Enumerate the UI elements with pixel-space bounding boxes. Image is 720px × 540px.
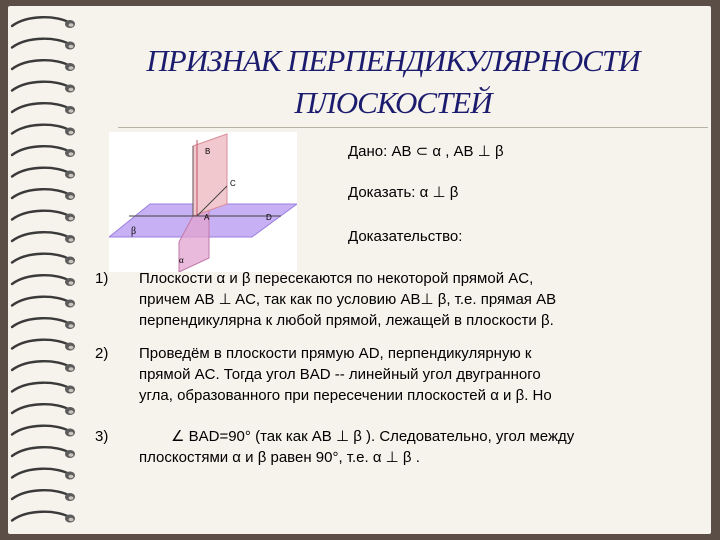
step-1-text	[139, 268, 699, 331]
spiral-binding	[8, 6, 88, 534]
spiral-coil	[12, 168, 75, 179]
spiral-coil	[12, 254, 75, 265]
spiral-coil	[12, 82, 75, 93]
step-2-number: 2)	[95, 345, 109, 362]
spiral-coil	[12, 275, 75, 286]
spiral-coil	[12, 211, 75, 222]
label-beta: β	[131, 226, 137, 237]
slide	[8, 6, 711, 534]
step-1-number: 1)	[95, 270, 109, 287]
spiral-coil	[12, 469, 75, 480]
given-text: AB ⊂ α , AB ⊥ β	[391, 143, 504, 160]
step-1-line-2: причем AB ⊥ AC, так как по условию AB⊥ β, т.е. прямая AB	[139, 291, 557, 308]
step-1-line-1: Плоскости α и β пересекаются по некоторой прямой AC,	[139, 270, 534, 287]
label-C: C	[230, 179, 236, 188]
step-2-text	[139, 343, 699, 406]
title-line-2: ПЛОСКОСТЕЙ	[294, 85, 492, 120]
spiral-coil	[12, 60, 75, 71]
spiral-coil	[12, 103, 75, 114]
given-statement	[348, 142, 504, 160]
spiral-coil	[12, 490, 75, 501]
diagram-planes	[109, 132, 297, 272]
prove-text: α ⊥ β	[419, 184, 459, 201]
spiral-coil	[12, 189, 75, 200]
label-alpha: α	[179, 255, 184, 265]
prove-label: Доказать:	[348, 184, 416, 201]
spiral-coil	[12, 383, 75, 394]
label-A: A	[204, 213, 210, 222]
title-divider	[118, 127, 708, 128]
proof-label: Доказательство:	[348, 228, 463, 245]
label-B: B	[205, 147, 211, 156]
spiral-coil	[12, 361, 75, 372]
step-2-line-1: Проведём в плоскости прямую AD, перпендикулярную к	[139, 345, 532, 362]
step-2-line-2: прямой AC. Тогда угол BAD -- линейный угол двугранного	[139, 366, 541, 383]
spiral-coil	[12, 404, 75, 415]
step-1-line-3: перпендикулярна к любой прямой, лежащей в плоскости β.	[139, 312, 554, 329]
step-3-text	[139, 426, 699, 468]
spiral-coil	[12, 512, 75, 523]
spiral-coil	[12, 17, 75, 28]
step-3-number: 3)	[95, 428, 109, 445]
spiral-coil	[12, 447, 75, 458]
spiral-coil	[12, 232, 75, 243]
spiral-coil	[12, 125, 75, 136]
title-line-1: ПРИЗНАК ПЕРПЕНДИКУЛЯРНОСТИ	[146, 43, 640, 78]
spiral-coil	[12, 146, 75, 157]
prove-statement	[348, 183, 458, 201]
spiral-coil	[12, 426, 75, 437]
slide-title	[103, 40, 683, 124]
spiral-coil	[12, 340, 75, 351]
given-label: Дано:	[348, 143, 388, 160]
step-3-line-1: ∠ BAD=90° (так как AB ⊥ β ). Следовательно, угол между	[171, 428, 575, 445]
label-D: D	[266, 213, 272, 222]
step-2-line-3: угла, образованного при пересечении плоскостей α и β. Но	[139, 387, 552, 404]
spiral-coil	[12, 39, 75, 50]
step-3-line-2: плоскостями α и β равен 90°, т.е. α ⊥ β .	[139, 449, 420, 466]
spiral-coil	[12, 318, 75, 329]
spiral-coil	[12, 297, 75, 308]
